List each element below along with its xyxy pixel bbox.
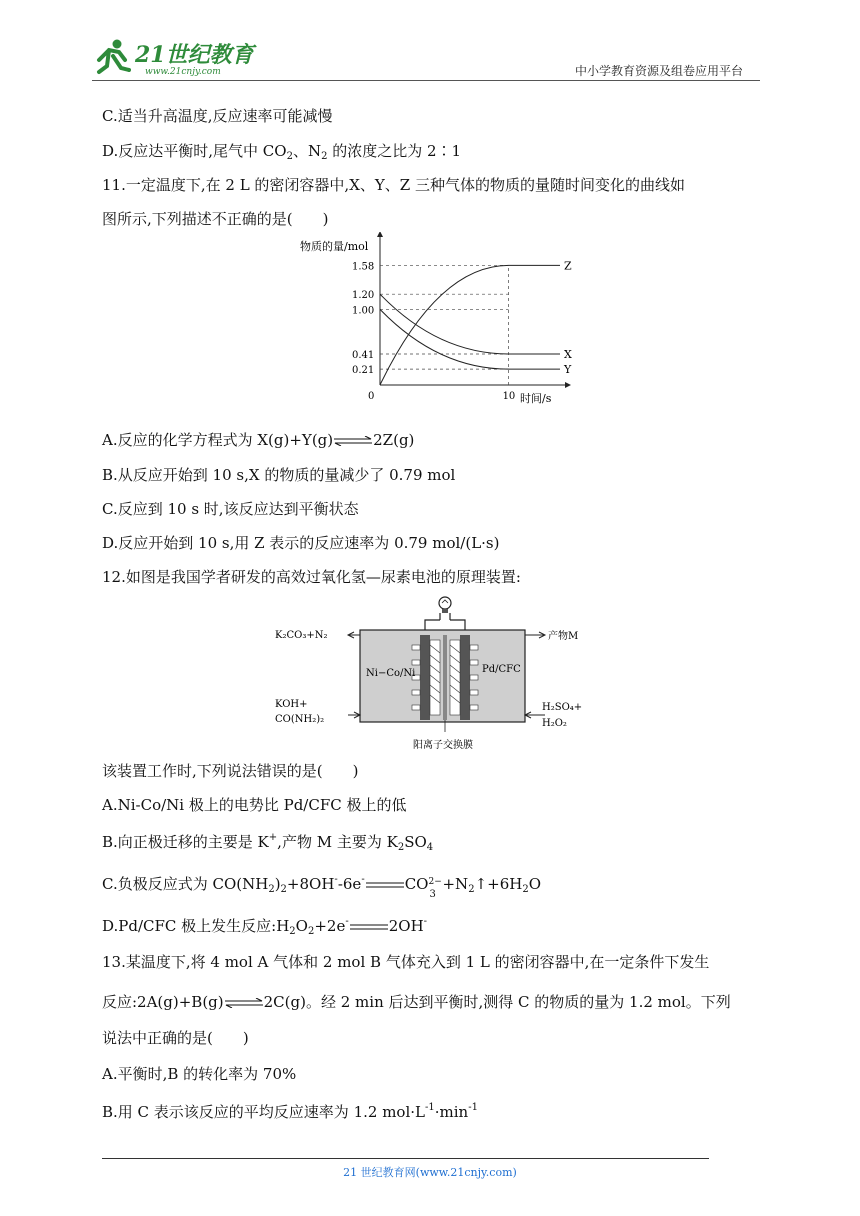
series-line-x: [380, 294, 560, 354]
q10-option-c: C.适当升高温度,反应速率可能减慢: [102, 107, 333, 125]
q12-option-b: B.向正极迁移的主要是 K+,产物 M 主要为 $K_2SO_4$: [102, 832, 434, 853]
logo-text: 21世纪教育: [135, 42, 254, 68]
y-tick-label: 0.41: [352, 349, 375, 361]
runner-icon: [99, 40, 129, 73]
left-bottom-label-1: KOH+: [275, 699, 308, 710]
q11-stem-2: 图所示,下列描述不正确的是( ): [102, 210, 329, 228]
q13-stem-3: 说法中正确的是( ): [102, 1029, 249, 1047]
equilibrium-arrow-icon: [333, 436, 373, 446]
q12-stem: 12.如图是我国学者研发的高效过氧化氢—尿素电池的原理装置:: [102, 568, 521, 586]
inlet-left-arrow-icon: [348, 712, 360, 718]
q12-option-c: C.负极反应式为 $CO(NH_2)_2+8OH^--6e^-$ CO 2− 3 $+N_2↑+6H_2O$: [102, 874, 542, 900]
left-top-label: K₂CO₃+N₂: [275, 630, 328, 641]
series-label-y: Y: [564, 363, 572, 377]
q13-option-b: B.用 C 表示该反应的平均反应速率为 1.2 $mol\cdot L^{-1}\cdot\min^{-1}$: [102, 1102, 478, 1121]
q11-option-b: B.从反应开始到 10 s,X 的物质的量减少了 0.79 mol: [102, 466, 456, 484]
footer-rule: [102, 1158, 709, 1159]
q13-stem-2: 反应:2A(g)+B(g) 2C(g)。经 2 min 后达到平衡时,测得 C 的物质的量为 1.2 mol。下列: [102, 993, 731, 1011]
q11-chart: [290, 232, 580, 412]
y-axis-arrow: [377, 232, 383, 237]
q11-option-a: A.反应的化学方程式为 X(g)+Y(g) 2Z(g): [102, 431, 415, 449]
left-bottom-label-2: CO(NH₂)₂: [275, 714, 325, 725]
q13-option-a: A.平衡时,B 的转化率为 70%: [102, 1065, 297, 1083]
series-label-x: X: [564, 347, 572, 361]
logo: [95, 38, 260, 78]
series-line-z: [380, 265, 560, 385]
left-electrode-label: Ni−Co/Ni: [366, 668, 416, 679]
q11-option-c: C.反应到 10 s 时,该反应达到平衡状态: [102, 500, 359, 518]
right-electrode-label: Pd/CFC: [482, 664, 521, 675]
chart-ylabel: 物质的量/mol: [300, 240, 369, 253]
x-tick-label: 10: [502, 391, 516, 402]
q10-option-d: D.反应达平衡时,尾气中 $CO_2$、$N_2$ 的浓度之比为 2∶1: [102, 142, 462, 162]
q12-option-a: A.Ni-Co/Ni 极上的电势比 Pd/CFC 极上的低: [102, 796, 407, 814]
q12-cell-diagram: [270, 590, 600, 755]
membrane: [443, 635, 447, 720]
logo-url: www.21cnjy.com: [145, 67, 221, 77]
equals-sign-icon: [349, 923, 389, 931]
q11-stem-1: 11.一定温度下,在 2 L 的密闭容器中,X、Y、Z 三种气体的物质的量随时间变化的曲线如: [102, 176, 685, 194]
x-tick-label: 0: [368, 391, 375, 402]
membrane-label: 阳离子交换膜: [413, 740, 473, 751]
right-bottom-label-1: H₂SO₄+: [542, 702, 583, 713]
right-bottom-label-2: H₂O₂: [542, 718, 567, 729]
q12-question: 该装置工作时,下列说法错误的是( ): [102, 762, 359, 780]
series-label-z: Z: [564, 259, 572, 273]
chart-xlabel: 时间/s: [520, 392, 552, 405]
x-axis-arrow: [565, 382, 571, 388]
outlet-left-arrow-icon: [348, 632, 360, 638]
equals-sign-icon: [365, 881, 405, 889]
q13-stem-1: 13.某温度下,将 4 mol A 气体和 2 mol B 气体充入到 1 L 的密闭容器中,在一定条件下发生: [102, 953, 710, 971]
equilibrium-arrow-icon: [224, 998, 264, 1008]
header-rule: [92, 80, 760, 81]
outlet-right-arrow-icon: [525, 632, 545, 638]
footer-text: 21 世纪教育网(www.21cnjy.com): [343, 1166, 517, 1179]
bulb-icon: [439, 597, 451, 613]
y-tick-label: 1.58: [352, 261, 375, 273]
q12-option-d: D.Pd/CFC 极上发生反应$:H_2O_2+2e^-$ 2OH-: [102, 916, 428, 937]
y-tick-label: 1.20: [352, 290, 375, 302]
platform-title: 中小学教育资源及组卷应用平台: [575, 64, 744, 78]
y-tick-label: 1.00: [352, 305, 375, 317]
right-top-label: 产物M: [548, 631, 579, 642]
y-tick-label: 0.21: [352, 365, 375, 377]
q11-option-d: D.反应开始到 10 s,用 Z 表示的反应速率为 0.79 mol/(L·s): [102, 534, 500, 552]
